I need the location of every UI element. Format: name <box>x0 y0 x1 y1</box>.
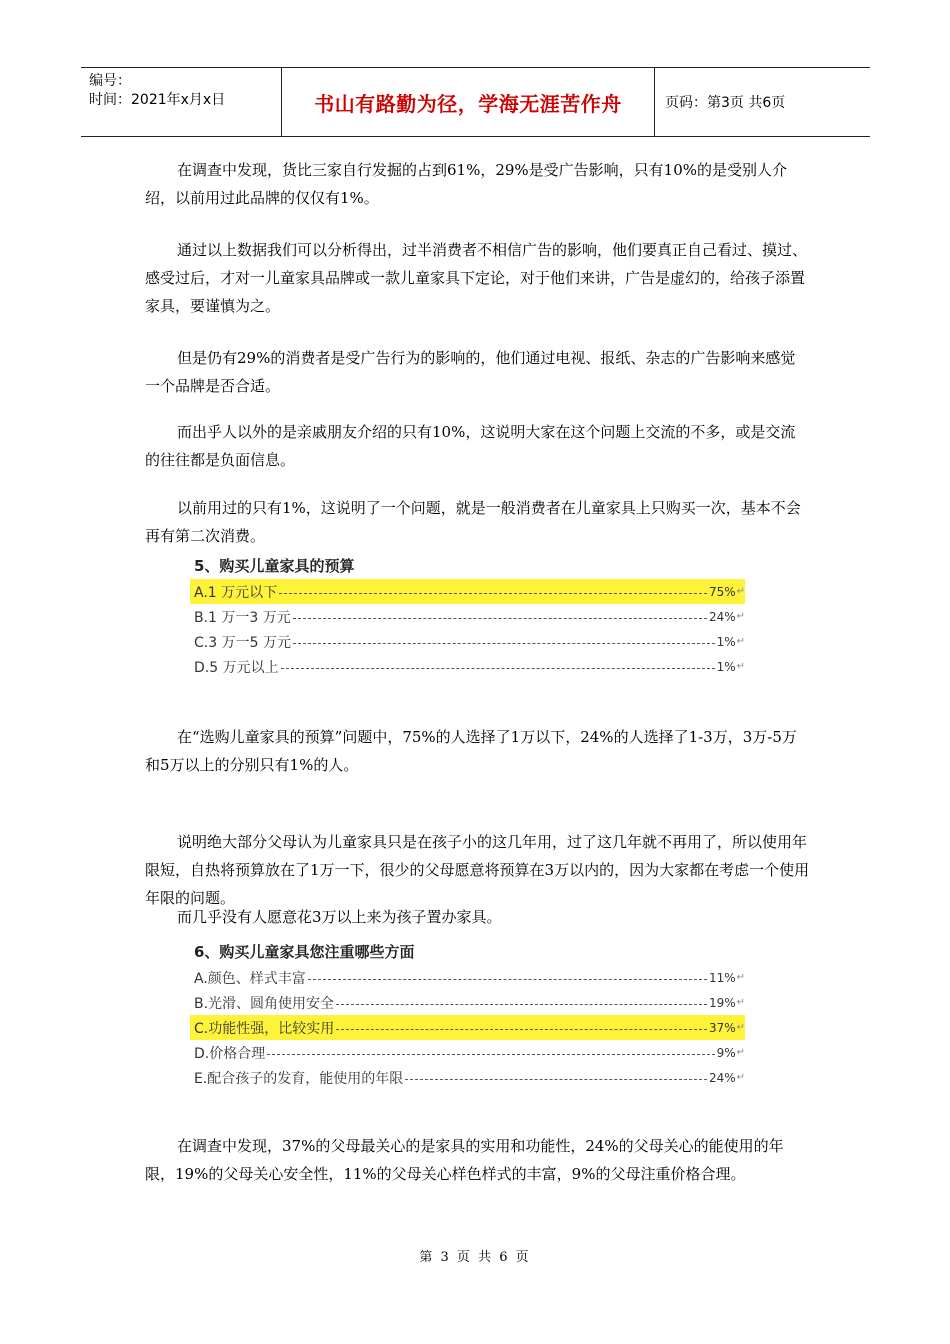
header-motto: 书山有路勤为径，学海无涯苦作舟 <box>314 91 622 116</box>
dash-leader <box>336 1029 707 1030</box>
option-value: 24% <box>708 609 736 624</box>
option-value: 37% <box>708 1020 736 1035</box>
return-mark-icon: ↵ <box>736 1047 745 1058</box>
survey-concerns <box>190 939 745 1090</box>
option-value: 1% <box>716 659 736 674</box>
survey-budget <box>190 553 745 679</box>
option-value: 9% <box>716 1045 736 1060</box>
survey-option <box>190 990 745 1015</box>
option-label: B.1 万一3 万元 <box>194 609 291 626</box>
dash-leader <box>281 668 715 669</box>
header-meta <box>81 68 281 136</box>
survey-option <box>190 629 745 654</box>
paragraph: 在调查中发现，货比三家自行发掘的占到61%，29%是受广告影响，只有10%的是受别人介绍，以前用过此品牌的仅仅有1%。 <box>145 161 788 207</box>
option-label: C.3 万一5 万元 <box>194 634 291 651</box>
return-mark-icon: ↵ <box>736 586 745 597</box>
option-label: C.功能性强，比较实用 <box>194 1020 335 1037</box>
dash-leader <box>279 593 707 594</box>
paragraph: 而几乎没有人愿意花3万以上来为孩子置办家具。 <box>177 908 502 926</box>
paragraph: 在调查中发现，37%的父母最关心的是家具的实用和功能性，24%的父母关心的能使用的年限，19%的父母关心安全性，11%的父母关心样色样式的丰富，9%的父母注重价格合理。 <box>145 1137 784 1183</box>
option-value: 1% <box>716 634 736 649</box>
paragraph: 以前用过的只有1%，这说明了一个问题，就是一般消费者在儿童家具上只购买一次，基本不会再有第二次消费。 <box>145 499 801 545</box>
dash-leader <box>336 1004 707 1005</box>
survey-option <box>190 965 745 990</box>
return-mark-icon: ↵ <box>736 972 745 983</box>
survey-option <box>190 1040 745 1065</box>
survey-title: 6、购买儿童家具您注重哪些方面 <box>194 943 415 961</box>
time-label: 时间：2021年x月x日 <box>89 92 226 108</box>
option-value: 11% <box>708 970 736 985</box>
number-label: 编号： <box>89 73 131 89</box>
survey-title: 5、购买儿童家具的预算 <box>194 557 355 575</box>
survey-option <box>190 1065 745 1090</box>
option-label: D.5 万元以上 <box>194 659 279 676</box>
option-label: B.光滑、圆角使用安全 <box>194 995 335 1012</box>
return-mark-icon: ↵ <box>736 661 745 672</box>
option-value: 75% <box>708 584 736 599</box>
return-mark-icon: ↵ <box>736 1072 745 1083</box>
option-value: 19% <box>708 995 736 1010</box>
dash-leader <box>293 618 707 619</box>
return-mark-icon: ↵ <box>736 636 745 647</box>
option-value: 24% <box>708 1070 736 1085</box>
paragraph: 而出乎人以外的是亲戚朋友介绍的只有10%，这说明大家在这个问题上交流的不多，或是交流的往往都是负面信息。 <box>145 423 796 469</box>
return-mark-icon: ↵ <box>736 1022 745 1033</box>
survey-option <box>190 604 745 629</box>
paragraph: 通过以上数据我们可以分析得出，过半消费者不相信广告的影响，他们要真正自己看过、摸过、感受过后，才对一儿童家具品牌或一款儿童家具下定论，对于他们来讲，广告是虚幻的，给孩子添置家具，要谨慎为之。 <box>145 241 808 315</box>
paragraph: 但是仍有29%的消费者是受广告行为的影响的，他们通过电视、报纸、杂志的广告影响来感觉一个品牌是否合适。 <box>145 349 796 395</box>
option-label: A.1 万元以下 <box>194 584 278 601</box>
header-page-info: 页码：第3页 共6页 <box>665 95 786 111</box>
dash-leader <box>293 643 715 644</box>
dash-leader <box>405 1079 707 1080</box>
survey-option <box>190 654 745 679</box>
page-header <box>81 67 870 137</box>
option-label: D.价格合理 <box>194 1045 266 1062</box>
return-mark-icon: ↵ <box>736 997 745 1008</box>
dash-leader <box>267 1054 714 1055</box>
paragraph: 在“选购儿童家具的预算”问题中，75%的人选择了1万以下，24%的人选择了1-3万，3万-5万和5万以上的分别只有1%的人。 <box>145 728 797 774</box>
dash-leader <box>308 979 707 980</box>
page-footer: 第 3 页 共 6 页 <box>419 1250 531 1265</box>
survey-option <box>190 1015 745 1040</box>
option-label: A.颜色、样式丰富 <box>194 970 306 987</box>
paragraph: 说明绝大部分父母认为儿童家具只是在孩子小的这几年用，过了这几年就不再用了，所以使用年限短，自热将预算放在了1万一下，很少的父母愿意将预算在3万以内的，因为大家都在考虑一个使用年限的问题。 <box>145 833 810 907</box>
survey-option <box>190 579 745 604</box>
return-mark-icon: ↵ <box>736 611 745 622</box>
option-label: E.配合孩子的发育，能使用的年限 <box>194 1070 404 1087</box>
